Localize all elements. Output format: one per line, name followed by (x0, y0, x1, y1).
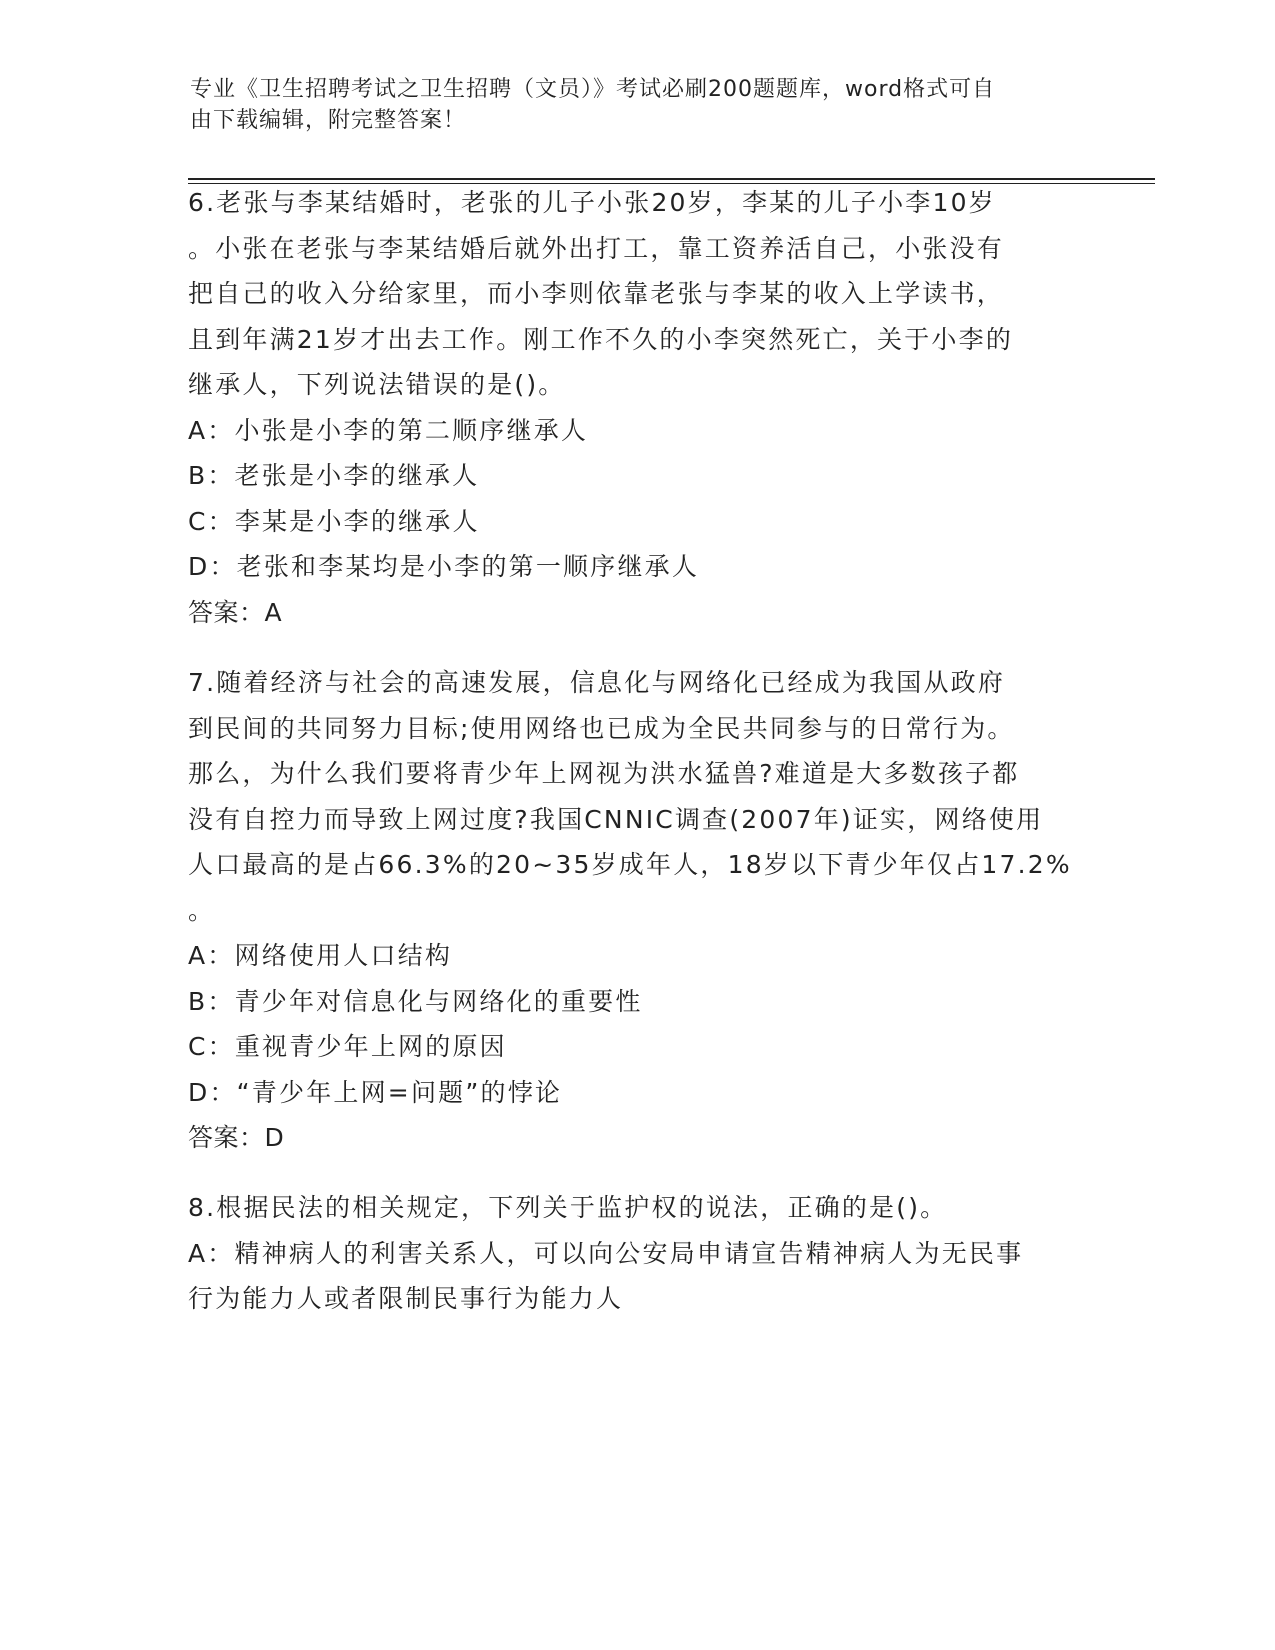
option-c: C：重视青少年上网的原因 (188, 1032, 507, 1061)
question-line: 人口最高的是占66.3%的20~35岁成年人，18岁以下青少年仅占17.2% (188, 850, 1072, 879)
option-d: D：老张和李某均是小李的第一顺序继承人 (188, 552, 700, 581)
header-line: 专业《卫生招聘考试之卫生招聘（文员）》考试必刷200题题库，word格式可自 (190, 77, 996, 102)
answer-text: 答案：A (188, 597, 283, 627)
option-b: B：青少年对信息化与网络化的重要性 (188, 986, 643, 1016)
option-a: A：精神病人的利害关系人，可以向公安局申请宣告精神病人为无民事 (188, 1238, 1024, 1268)
option-d: D：“青少年上网=问题”的悖论 (188, 1077, 563, 1107)
answer-text: 答案：D (188, 1123, 285, 1152)
question-line: 8.根据民法的相关规定，下列关于监护权的说法，正确的是()。 (188, 1193, 948, 1222)
question-line: 6.老张与李某结婚时，老张的儿子小张20岁，李某的儿子小李10岁 (188, 188, 996, 217)
question-8 (188, 1185, 1088, 1322)
question-line: 把自己的收入分给家里，而小李则依靠老张与李某的收入上学读书， (188, 279, 1005, 308)
option-a: A：小张是小李的第二顺序继承人 (188, 415, 589, 445)
question-7 (188, 660, 1088, 1161)
document-header (190, 74, 1070, 136)
question-line: 那么，为什么我们要将青少年上网视为洪水猛兽?难道是大多数孩子都 (188, 759, 1020, 788)
question-line: 继承人，下列说法错误的是()。 (188, 370, 566, 399)
question-6 (188, 180, 1088, 635)
question-line: 。小张在老张与李某结婚后就外出打工，靠工资养活自己，小张没有 (188, 233, 1005, 263)
question-line: 且到年满21岁才出去工作。刚工作不久的小李突然死亡，关于小李的 (188, 324, 1014, 354)
question-line: 。 (188, 895, 216, 925)
option-a-continued: 行为能力人或者限制民事行为能力人 (188, 1284, 624, 1313)
header-line: 由下载编辑，附完整答案！ (190, 108, 467, 133)
question-line: 到民间的共同努力目标;使用网络也已成为全民共同参与的日常行为。 (188, 713, 1015, 743)
question-line: 7.随着经济与社会的高速发展，信息化与网络化已经成为我国从政府 (188, 668, 1006, 697)
question-line: 没有自控力而导致上网过度?我国CNNIC调查(2007年)证实，网络使用 (188, 804, 1044, 834)
option-b: B：老张是小李的继承人 (188, 461, 480, 490)
option-c: C：李某是小李的继承人 (188, 506, 480, 536)
option-a: A：网络使用人口结构 (188, 941, 453, 970)
